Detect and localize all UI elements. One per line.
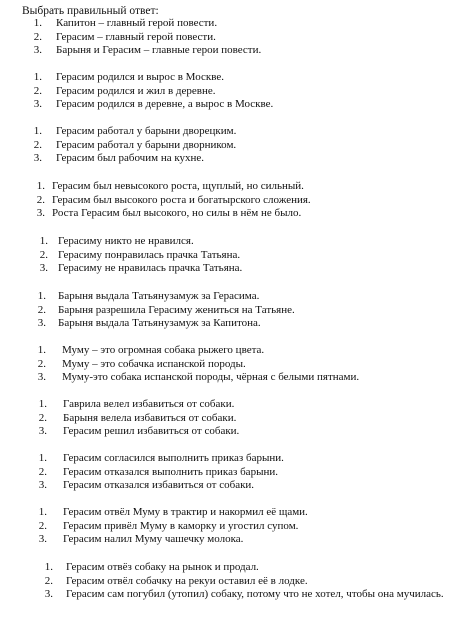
option-text: Герасим сам погубил (утопил) собаку, потому что не хотел, чтобы она мучилась.: [66, 588, 444, 601]
question-block: [0, 561, 458, 615]
option-number: 3.: [33, 44, 42, 57]
option-number: 2.: [33, 138, 42, 151]
option-text: Герасим работал у барыни дворником.: [56, 138, 237, 151]
option-number: 1.: [36, 180, 45, 192]
option-text: Герасим – главный герой повести.: [56, 30, 216, 43]
option-text: Герасим отказался избавиться от собаки.: [63, 479, 255, 492]
answer-option[interactable]: [0, 398, 458, 412]
option-text: Муму – это собачка испанской породы.: [62, 357, 246, 370]
option-number: 1.: [38, 506, 47, 518]
option-number: 2.: [44, 574, 53, 587]
option-text: Барыня выдала Татьянузамуж за Капитона.: [58, 317, 261, 330]
option-text: Герасим работал у барыни дворецким.: [56, 125, 237, 137]
option-number: 3.: [37, 371, 46, 384]
question-block: [0, 398, 458, 439]
question-block: [0, 71, 458, 112]
answer-option[interactable]: [0, 506, 458, 520]
answer-option[interactable]: [0, 85, 458, 99]
answer-option[interactable]: [0, 290, 458, 304]
option-number: 1.: [33, 17, 42, 29]
option-text: Барыня выдала Татьянузамуж за Герасима.: [58, 290, 260, 302]
answer-option[interactable]: [0, 358, 458, 372]
option-number: 2.: [39, 248, 48, 261]
option-number: 3.: [38, 479, 47, 492]
option-number: 2.: [37, 357, 46, 370]
answer-option[interactable]: [0, 520, 458, 534]
question-block: [0, 452, 458, 493]
option-number: 2.: [33, 30, 42, 43]
answer-option[interactable]: [0, 452, 458, 466]
answer-option[interactable]: [0, 466, 458, 480]
option-text: Барыня велела избавиться от собаки.: [63, 411, 237, 424]
answer-option[interactable]: [0, 344, 458, 358]
option-number: 1.: [38, 398, 47, 410]
option-text: Роста Герасим был высокого, но силы в нём не было.: [52, 207, 302, 220]
option-text: Герасим был рабочим на кухне.: [56, 152, 205, 165]
option-number: 1.: [37, 290, 46, 302]
option-text: Герасим был невысокого роста, щуплый, но сильный.: [52, 180, 304, 192]
answer-option[interactable]: [0, 575, 458, 589]
option-text: Герасим согласился выполнить приказ барыни.: [63, 452, 284, 464]
option-text: Герасим решил избавиться от собаки.: [63, 425, 240, 438]
option-text: Герасим отказался выполнить приказ барыни.: [63, 465, 278, 478]
answer-option[interactable]: [0, 412, 458, 426]
answer-option[interactable]: [0, 317, 458, 331]
option-number: 3.: [38, 533, 47, 546]
option-text: Барыня разрешила Герасиму жениться на Татьяне.: [58, 303, 295, 316]
answer-option[interactable]: [0, 17, 458, 31]
question-block: [0, 506, 458, 547]
option-text: Герасиму понравилась прачка Татьяна.: [58, 248, 241, 261]
option-text: Герасим отвёз собаку на рынок и продал.: [66, 561, 259, 573]
option-number: 3.: [33, 152, 42, 165]
question-block: [0, 17, 458, 58]
option-text: Герасим родился и жил в деревне.: [56, 84, 216, 97]
option-number: 3.: [36, 207, 45, 220]
answer-option[interactable]: [0, 180, 458, 194]
option-text: Герасим родился в деревне, а вырос в Москве.: [56, 98, 274, 111]
option-number: 3.: [39, 262, 48, 275]
answer-option[interactable]: [0, 71, 458, 85]
question-block: [0, 344, 458, 385]
answer-option[interactable]: [0, 207, 458, 221]
option-number: 1.: [39, 235, 48, 247]
answer-option[interactable]: [0, 31, 458, 45]
option-number: 2.: [36, 193, 45, 206]
option-text: Герасим отвёл Муму в трактир и накормил её щами.: [63, 506, 308, 518]
option-number: 2.: [38, 519, 47, 532]
option-number: 1.: [38, 452, 47, 464]
question-block: [0, 125, 458, 166]
option-text: Герасиму никто не нравился.: [58, 235, 194, 247]
answer-option[interactable]: [0, 304, 458, 318]
answer-option[interactable]: [0, 194, 458, 208]
option-number: 1.: [44, 561, 53, 573]
answer-option[interactable]: [0, 139, 458, 153]
option-text: Муму – это огромная собака рыжего цвета.: [62, 344, 265, 356]
option-number: 3.: [44, 588, 53, 601]
answer-option[interactable]: [0, 479, 458, 493]
answer-option[interactable]: [0, 152, 458, 166]
answer-option[interactable]: [0, 588, 458, 615]
answer-option[interactable]: [0, 425, 458, 439]
answer-option[interactable]: [0, 371, 458, 385]
option-text: Герасим был высокого роста и богатырского сложения.: [52, 193, 311, 206]
option-text: Барыня и Герасим – главные герои повести.: [56, 44, 262, 57]
page-title: Выбрать правильный ответ:: [22, 5, 159, 17]
answer-option[interactable]: [0, 125, 458, 139]
option-number: 3.: [37, 317, 46, 330]
option-text: Герасиму не нравилась прачка Татьяна.: [58, 262, 243, 275]
option-text: Муму-это собака испанской породы, чёрная с белыми пятнами.: [62, 371, 360, 384]
answer-option[interactable]: [0, 262, 458, 276]
option-text: Герасим родился и вырос в Москве.: [56, 71, 224, 83]
question-block: [0, 180, 458, 221]
option-text: Герасим налил Муму чашечку молока.: [63, 533, 244, 546]
question-block: [0, 290, 458, 331]
option-number: 3.: [33, 98, 42, 111]
answer-option[interactable]: [0, 249, 458, 263]
answer-option[interactable]: [0, 533, 458, 547]
answer-option[interactable]: [0, 235, 458, 249]
question-block: [0, 235, 458, 276]
option-number: 1.: [33, 71, 42, 83]
option-text: Герасим отвёл собачку на рекуи оставил её в лодке.: [66, 574, 308, 587]
option-number: 2.: [33, 84, 42, 97]
answer-option[interactable]: [0, 98, 458, 112]
option-text: Капитон – главный герой повести.: [56, 17, 218, 29]
option-number: 3.: [38, 425, 47, 438]
option-number: 2.: [38, 465, 47, 478]
answer-option[interactable]: [0, 561, 458, 575]
option-number: 1.: [33, 125, 42, 137]
answer-option[interactable]: [0, 44, 458, 58]
option-text: Герасим привёл Муму в каморку и угостил супом.: [63, 519, 299, 532]
option-number: 1.: [37, 344, 46, 356]
option-number: 2.: [37, 303, 46, 316]
option-text: Гаврила велел избавиться от собаки.: [63, 398, 235, 410]
option-number: 2.: [38, 411, 47, 424]
